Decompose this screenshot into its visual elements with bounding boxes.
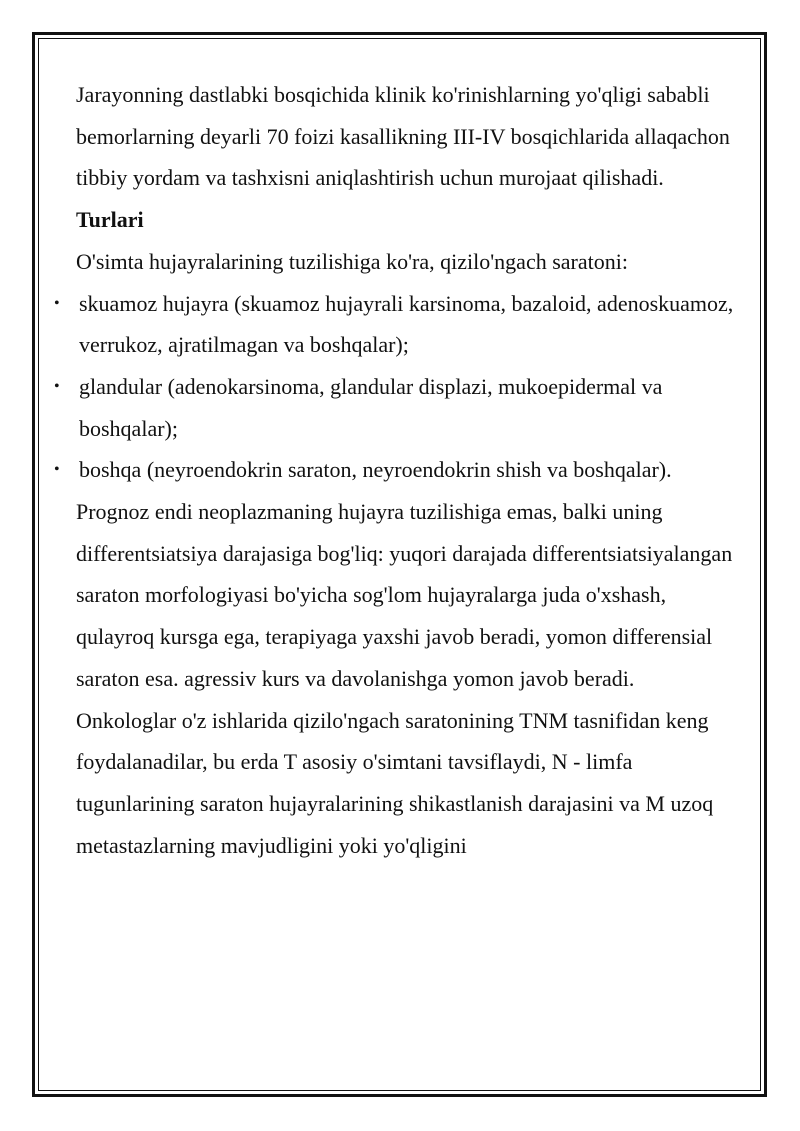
bullet-icon: • [54, 294, 60, 312]
paragraph-prognosis: Prognoz endi neoplazmaning hujayra tuzilishiga emas, balki uning differentsiatsiya darajasiga bog'liq: yuqori darajada differentsiatsiyalangan saraton morfologiyasi bo'yicha sog'lom hujayralarga juda o'xshash, qulayroq kursga ega, terapiyaga yaxshi javob beradi, yomon differensial saraton esa. agressiv kurs va davolanishga yomon javob beradi. [76, 499, 733, 691]
section-heading: Turlari [76, 207, 144, 233]
bullet-icon: • [54, 461, 60, 479]
list-item [54, 366, 736, 449]
document-body [54, 74, 736, 866]
paragraph-intro: Jarayonning dastlabki bosqichida klinik ko'rinishlarning yo'qligi sababli bemorlarning deyarli 70 foizi kasallikning III-IV bosqichlarida allaqachon tibbiy yordam va tashxisni aniqlashtirish uchun murojaat qilishadi. [76, 82, 730, 191]
list-item [54, 449, 736, 491]
classification-intro: O'simta hujayralarining tuzilishiga ko'ra, qizilo'ngach saratoni: [76, 248, 628, 274]
type-list [54, 283, 736, 492]
bullet-icon: • [54, 377, 60, 395]
paragraph-tnm: Onkologlar o'z ishlarida qizilo'ngach saratonining TNM tasnifidan keng foydalanadilar, bu erda T asosiy o'simtani tavsiflaydi, N - limfa tugunlarining saraton hujayralarining shikastlanish darajasini va M uzoq metastazlarning mavjudligini yoki yo'qligini [76, 707, 714, 858]
list-item-text: glandular (adenokarsinoma, glandular displazi, mukoepidermal va boshqalar); [79, 373, 663, 441]
list-item [54, 283, 736, 366]
list-item-text: skuamoz hujayra (skuamoz hujayrali karsinoma, bazaloid, adenoskuamoz, verrukoz, ajratilmagan va boshqalar); [79, 290, 734, 358]
list-item-text: boshqa (neyroendokrin saraton, neyroendokrin shish va boshqalar). [79, 457, 672, 483]
